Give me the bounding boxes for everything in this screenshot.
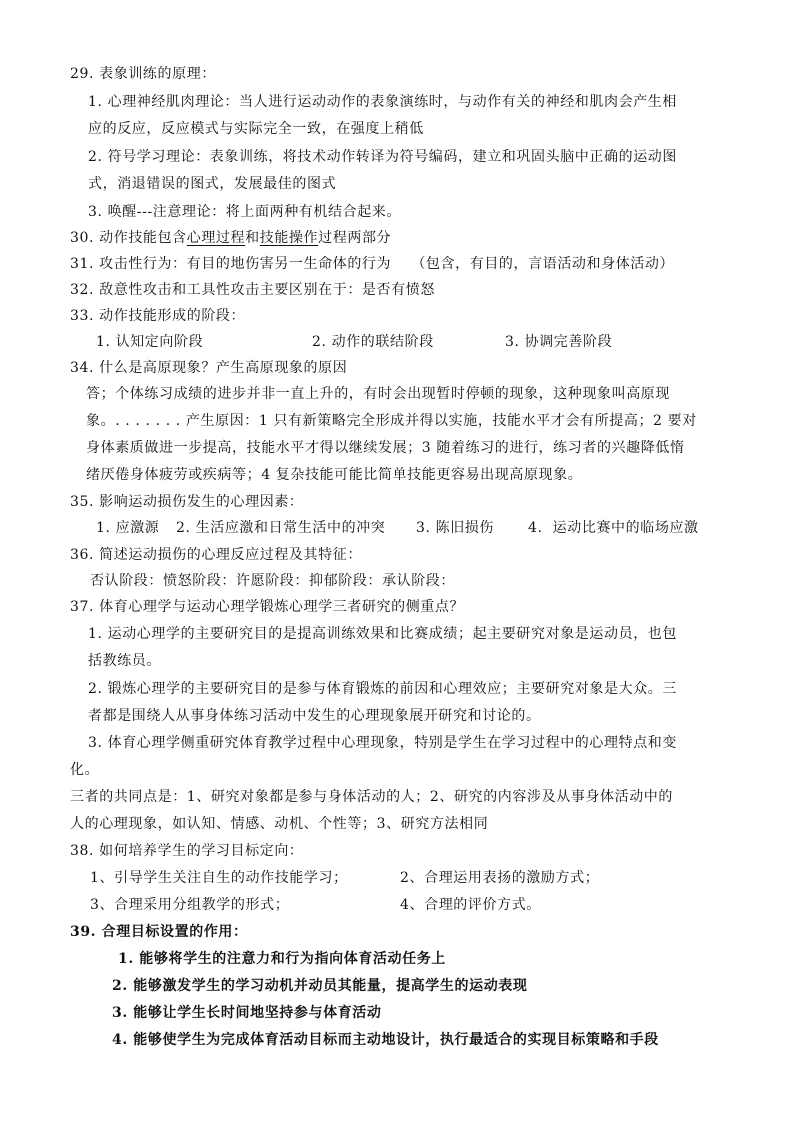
q30-term-mental-process: 心理过程 [186,230,246,246]
q36-title: 36. 简述运动损伤的心理反应过程及其特征： [70,547,362,563]
q30-line [70,229,391,247]
q32-line: 32. 敌意性攻击和工具性攻击主要区别在于：是否有愤怒 [70,282,435,298]
q30-term-skill-operation: 技能操作 [259,230,319,246]
q33-title: 33. 动作技能形成的阶段： [70,308,246,324]
q38-title: 38. 如何培养学生的学习目标定向： [70,843,304,859]
q30-suffix: 过程两部分 [318,230,392,246]
q29-item2-line2: 式，消退错误的图式，发展最佳的图式 [88,176,337,192]
q37-point1-line1: 1. 运动心理学的主要研究目的是提高训练效果和比赛成绩；起主要研究对象是运动员，也包 [88,626,678,642]
q34-answer-line4: 绪厌倦身体疲劳或疾病等；4 复杂技能可能比简单技能更容易出现高原现象。 [86,467,583,483]
q38-method4: 4、合理的评价方式。 [400,897,541,913]
q37-title: 37. 体育心理学与运动心理学锻炼心理学三者研究的侧重点？ [70,599,465,615]
q39-role4: 4. 能够使学生为完成体育活动目标而主动地设计，执行最适合的实现目标策略和手段 [112,1032,659,1048]
q34-answer-line2: 象。. . . . . . . 产生原因：1 只有新策略完全形成并得以实施，技能水平才会有所提高；2 要对 [86,413,697,429]
q35-factor1: 1. 应激源 [96,520,160,536]
q39-role2: 2. 能够激发学生的学习动机并动员其能量，提高学生的运动表现 [112,978,528,994]
q33-stage2: 2. 动作的联结阶段 [312,334,434,350]
q29-item2-line1: 2. 符号学习理论：表象训练，将技术动作转译为符号编码，建立和巩固头脑中正确的运动图 [88,149,678,165]
q37-point3-line1: 3. 体育心理学侧重研究体育教学过程中心理现象，特别是学生在学习过程中的心理特点和变 [88,735,678,751]
q35-factor3: 3. 陈旧损伤 [416,520,495,536]
q33-stage1: 1. 认知定向阶段 [96,334,204,350]
q35-factor4: 4. 运动比赛中的临场应激 [528,520,699,536]
q37-point2-line1: 2. 锻炼心理学的主要研究目的是参与体育锻炼的前因和心理效应；主要研究对象是大众。三 [88,681,678,697]
q37-common-line1: 三者的共同点是：1、研究对象都是参与身体活动的人；2、研究的内容涉及从事身体活动中的 [70,789,674,805]
q34-answer-line3: 身体素质做进一步提高，技能水平才得以继续发展；3 随着练习的进行，练习者的兴趣降低惰 [86,440,685,456]
q38-method2: 2、合理运用表扬的激励方式； [400,870,600,886]
q30-prefix: 30. 动作技能包含 [70,230,187,246]
q35-title: 35. 影响运动损伤发生的心理因素： [70,494,304,510]
q39-role1: 1. 能够将学生的注意力和行为指向体育活动任务上 [118,951,446,967]
q39-title: 39. 合理目标设置的作用： [70,924,248,940]
q37-point2-line2: 者都是围绕人从事身体练习活动中发生的心理现象展开研究和讨论的。 [88,708,541,724]
q39-role3: 3. 能够让学生长时间地坚持参与体育活动 [112,1005,382,1021]
q35-factor2: 2. 生活应激和日常生活中的冲突 [176,520,386,536]
q38-method3: 3、合理采用分组教学的形式； [90,897,290,913]
q29-title: 29. 表象训练的原理： [70,66,216,82]
q29-item3: 3. 唤醒---注意理论：将上面两种有机结合起来。 [88,204,401,220]
q37-point1-line2: 括教练员。 [88,653,161,669]
q29-item1-line2: 应的反应，反应模式与实际完全一致，在强度上稍低 [88,121,424,137]
q34-answer-line1: 答；个体练习成绩的进步并非一直上升的，有时会出现暂时停顿的现象，这种现象叫高原现 [86,386,670,402]
q33-stage3: 3. 协调完善阶段 [505,334,613,350]
q29-item1-line1: 1. 心理神经肌肉理论：当人进行运动动作的表象演练时，与动作有关的神经和肌肉会产生相 [88,94,678,110]
q30-mid: 和 [245,230,260,246]
q31-line: 31. 攻击性行为：有目的地伤害另一生命体的行为 （包含，有目的，言语活动和身体活动） [70,256,675,272]
q34-title: 34. 什么是高原现象？产生高原现象的原因 [70,360,348,376]
q38-method1: 1、引导学生关注自生的动作技能学习； [90,870,348,886]
q37-common-line2: 人的心理现象，如认知、情感、动机、个性等；3、研究方法相同 [70,816,489,832]
q36-stages: 否认阶段：愤怒阶段：许愿阶段：抑郁阶段：承认阶段： [90,573,455,589]
q37-point3-line2: 化。 [70,762,100,778]
